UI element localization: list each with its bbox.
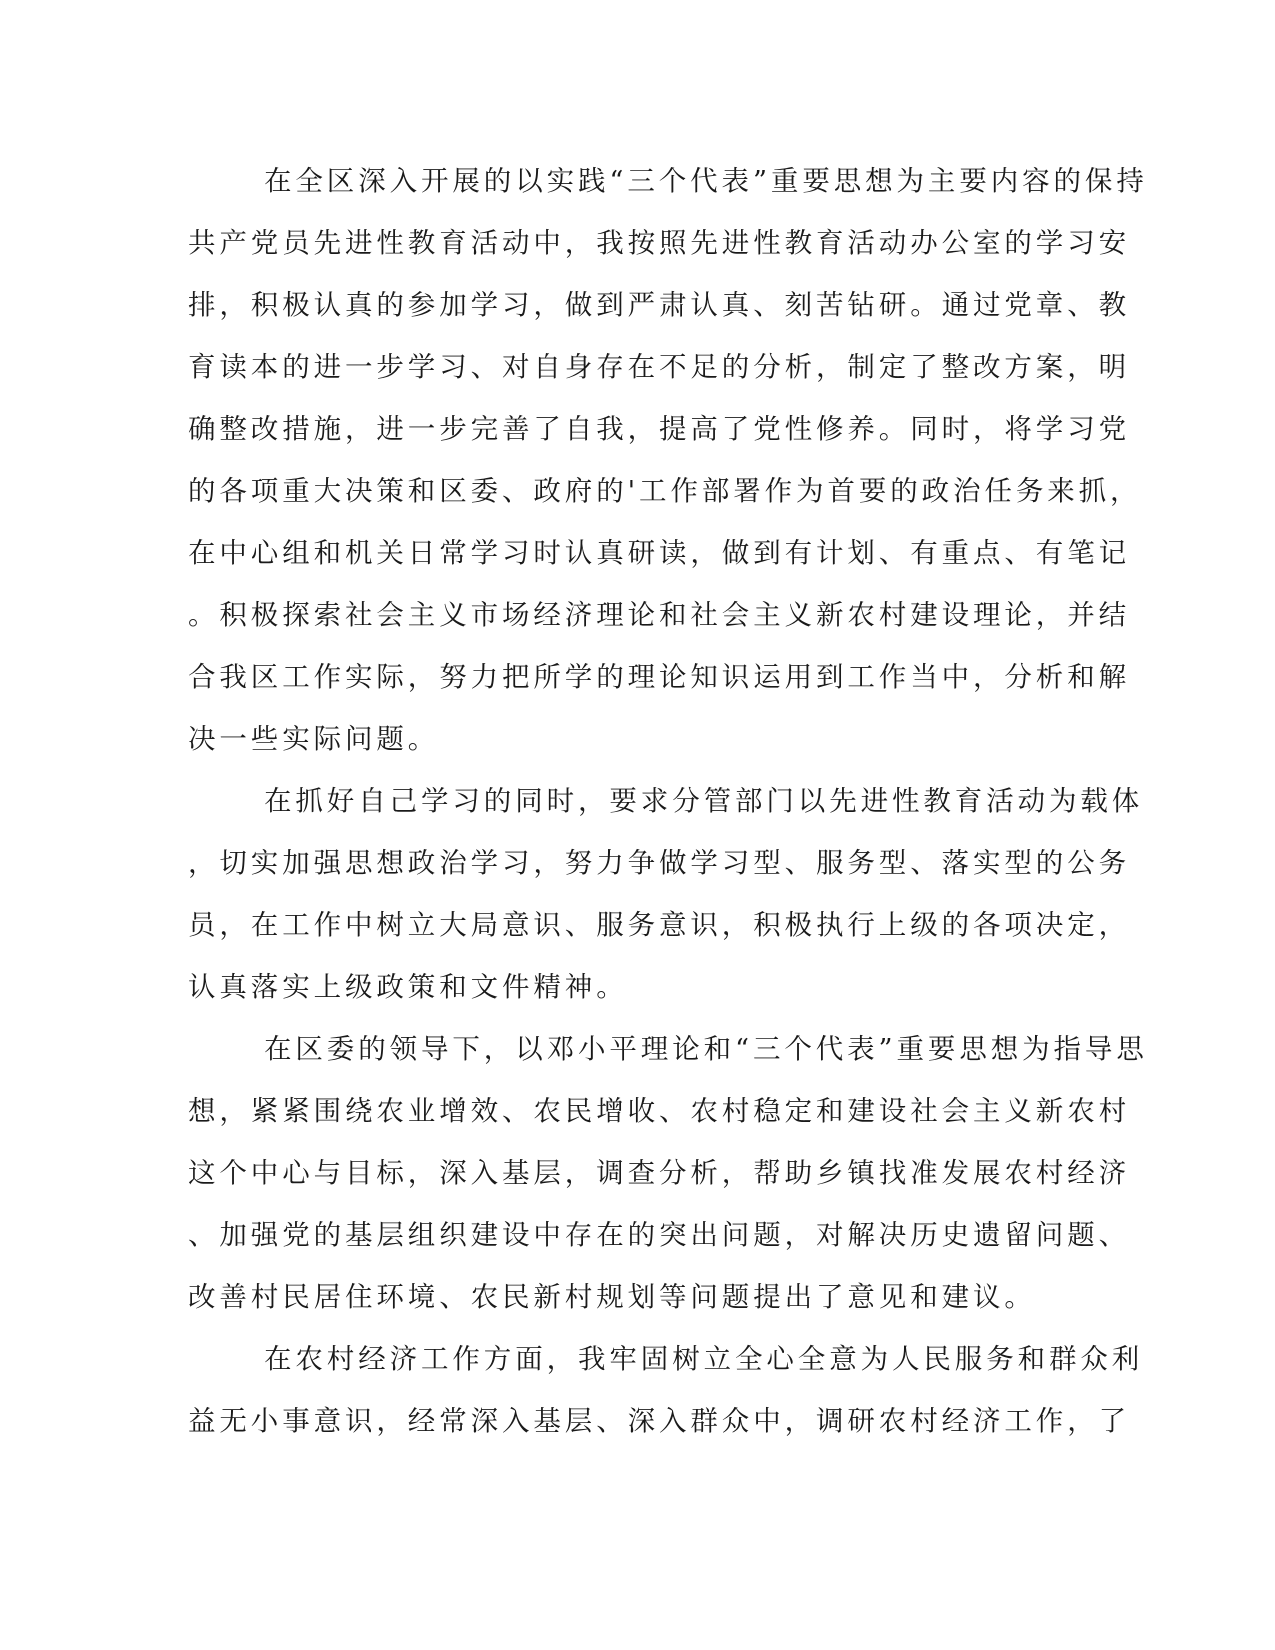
text-line: 的各项重大决策和区委、政府的'工作部署作为首要的政治任务来抓， [188, 475, 1142, 507]
document-body [188, 165, 1148, 1468]
text-line: 认真落实上级政策和文件精神。 [188, 971, 628, 1003]
text-line: 益无小事意识，经常深入基层、深入群众中，调研农村经济工作，了 [188, 1405, 1130, 1437]
paragraph-2 [188, 785, 1144, 1034]
text-line: 共产党员先进性教育活动中，我按照先进性教育活动办公室的学习安 [188, 227, 1130, 259]
text-line: 员，在工作中树立大局意识、服务意识，积极执行上级的各项决定， [188, 909, 1130, 941]
text-line: 在抓好自己学习的同时，要求分管部门以先进性教育活动为载体 [264, 785, 1144, 817]
paragraph-3 [188, 1033, 1148, 1344]
text-line: 在农村经济工作方面，我牢固树立全心全意为人民服务和群众利 [264, 1343, 1144, 1375]
text-line: 在区委的领导下，以邓小平理论和“三个代表”重要思想为指导思 [264, 1033, 1148, 1065]
text-line: 育读本的进一步学习、对自身存在不足的分析，制定了整改方案，明 [188, 351, 1130, 383]
text-line: ，切实加强思想政治学习，努力争做学习型、服务型、落实型的公务 [188, 847, 1130, 879]
paragraph-4 [188, 1343, 1144, 1468]
text-line: 确整改措施，进一步完善了自我，提高了党性修养。同时，将学习党 [188, 413, 1130, 445]
text-line: 决一些实际问题。 [188, 723, 440, 755]
paragraph-1 [188, 165, 1148, 786]
text-line: 这个中心与目标，深入基层，调查分析，帮助乡镇找准发展农村经济 [188, 1157, 1130, 1189]
text-line: 、加强党的基层组织建设中存在的突出问题，对解决历史遗留问题、 [188, 1219, 1130, 1251]
text-line: 在中心组和机关日常学习时认真研读，做到有计划、有重点、有笔记 [188, 537, 1130, 569]
text-line: 。积极探索社会主义市场经济理论和社会主义新农村建设理论，并结 [188, 599, 1130, 631]
text-line: 合我区工作实际，努力把所学的理论知识运用到工作当中，分析和解 [188, 661, 1130, 693]
text-line: 在全区深入开展的以实践“三个代表”重要思想为主要内容的保持 [264, 165, 1148, 197]
text-line: 排，积极认真的参加学习，做到严肃认真、刻苦钻研。通过党章、教 [188, 289, 1130, 321]
text-line: 改善村民居住环境、农民新村规划等问题提出了意见和建议。 [188, 1281, 1036, 1313]
text-line: 想，紧紧围绕农业增效、农民增收、农村稳定和建设社会主义新农村 [188, 1095, 1130, 1127]
